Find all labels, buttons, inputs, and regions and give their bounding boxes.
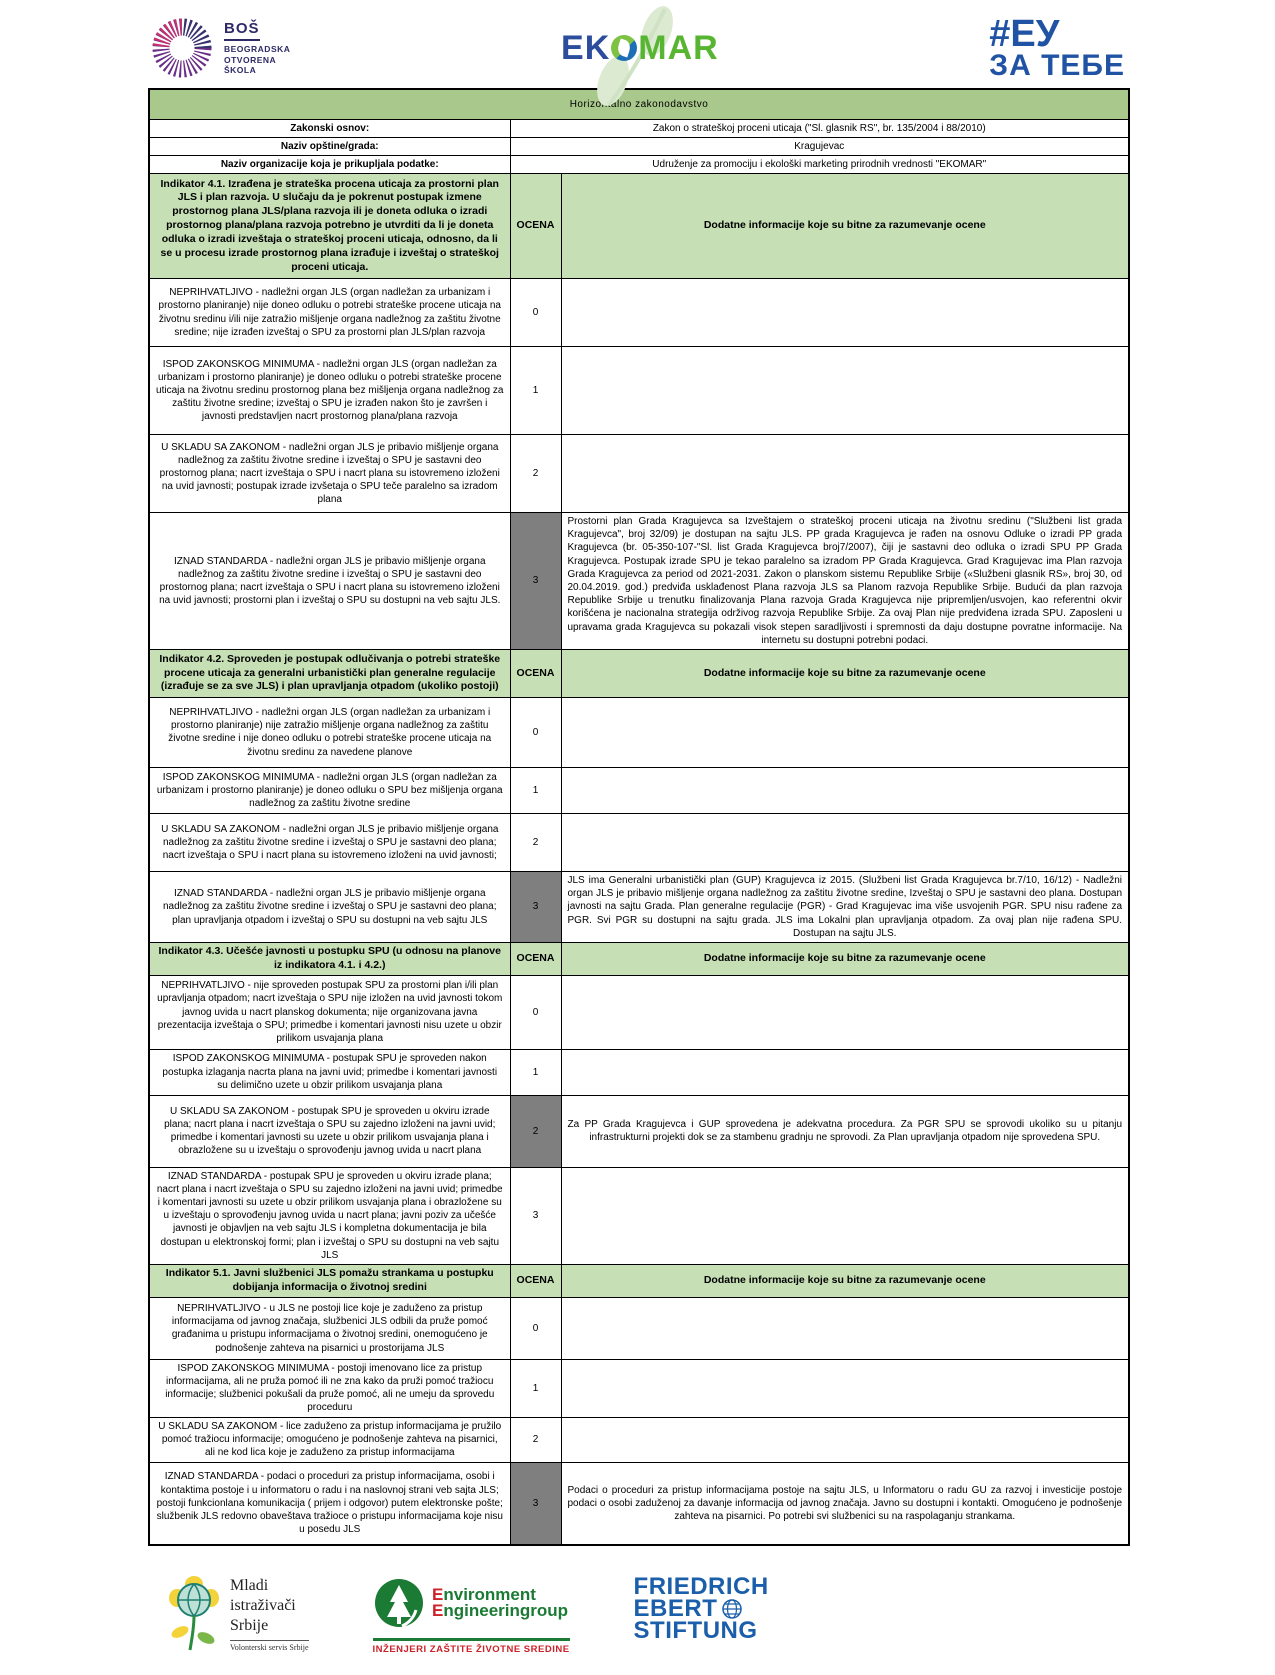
criteria-row	[149, 697, 1129, 767]
eeg-logo	[373, 1576, 570, 1655]
meta-label: Naziv organizacije koja je prikupljala podatke:	[149, 155, 510, 173]
criteria-cell: IZNAD STANDARDA - postupak SPU je sproveden u okviru izrade plana; nacrt plana i nacrt izveštaja o SPU su zajedno izloženi na javni uvid; primedbe i komentari javnosti su uzete u obzir prilikom usvajanja plana i obrazložene su u izveštaju o sprovođenju javnog uvida u nacrt plana; javni poziv za učešće javnosti je objavljen na veb sajtu JLS i kompletna dokumentacija je bila dostupan u elektronskoj formi; plan i izveštaj o SPU su dostupni na veb sajtu JLS	[149, 1167, 510, 1264]
score-cell: 2	[510, 813, 561, 871]
criteria-row	[149, 1417, 1129, 1462]
criteria-row	[149, 279, 1129, 347]
criteria-cell: U SKLADU SA ZAKONOM - nadležni organ JLS je pribavio mišljenje organa nadležnog za zaštitu životne sredine i izveštaj o SPU je sastavni deo prostornog plana; nacrt izveštaja o SPU i nacrt plana su istovremeno izloženi na uvid javnosti; postupak izrade izvšetaja o SPU teče paralelno sa izradom plana	[149, 435, 510, 513]
eeg-logo-text	[432, 1587, 568, 1619]
section-header-4-1	[149, 174, 1129, 279]
score-cell: 2	[510, 1417, 561, 1462]
ekomar-text-mar: MAR	[638, 28, 719, 67]
eeg-e1: E	[432, 1585, 444, 1605]
criteria-row	[149, 767, 1129, 813]
eu-za-tebe-logo	[989, 12, 1125, 82]
criteria-row	[149, 347, 1129, 435]
score-cell: 2	[510, 1095, 561, 1167]
info-cell	[561, 1297, 1129, 1359]
eeg-word1: nvironment	[443, 1585, 536, 1605]
score-cell: 1	[510, 767, 561, 813]
ocena-header: OCENA	[510, 942, 561, 975]
indicator-text: Indikator 4.3. Učešće javnosti u postupku SPU (u odnosu na planove iz indikatora 4.1. i 4.2.)	[149, 942, 510, 975]
score-cell: 3	[510, 513, 561, 650]
criteria-cell: NEPRIHVATLJIVO - nadležni organ JLS (organ nadležan za urbanizam i prostorno planiranje) nije doneo odluku o potrebi strateške procene uticaja na životnu sredinu i/ili nije zatražio mišljenje organa nadležnog za zaštitu životne sredine; nije izrađen izveštaj o SPU za prostorni plan JLS/plan razvoja	[149, 279, 510, 347]
eeg-subtitle: INŽENJERI ZAŠTITE ŽIVOTNE SREDINE	[373, 1638, 570, 1655]
criteria-cell: ISPOD ZAKONSKOG MINIMUMA - nadležni organ JLS (organ nadležan za urbanizam i prostorno planiranje) je doneo odluku o SPU bez mišljenja organa nadležnog za zaštitu životne sredine	[149, 767, 510, 813]
eeg-leaf-icon	[374, 1576, 424, 1630]
meta-row	[149, 155, 1129, 173]
info-cell	[561, 813, 1129, 871]
ocena-header: OCENA	[510, 1264, 561, 1297]
mis-subtitle: Volonterski servis Srbije	[230, 1640, 309, 1652]
info-cell	[561, 1359, 1129, 1417]
criteria-row	[149, 871, 1129, 942]
info-cell: Prostorni plan Grada Kragujevca sa Izveštajem o strateškoj proceni uticaja na životnu sredinu ("Službeni list grada Kragujevca", broj 32/09) je dostupan na sajtu JLS. PP grada Kragujevca je rađen na osnovu Odluke o izradi PP grada Kragujevca (br. 05-350-107-"Sl. list Grada Kragujevca broj7/2007), čiji je sastavni deo odluka o izradi SPU PP Grada Kragujevca. Postupak izrade SPU je tekao paralelno sa izradom PP Grada Kragujevca. Grad Kragujevac ima Plan razvoja Grada Kragujevca za period od 2021-2031. Zakon o planskom sistemu Republike Srbije («Službeni glasnik RS», broj 30, od 20.04.2019. god.) predviđa usklađenost Plana razvoja JLS sa Planom razvoja Republike Srbije. Budući da plan razvoja Republike Srbije u trenutku finalizovanja Plana razvoja Grada Kragujevca nije pripremljen/usvojen, kao referentni okvir korišćena je nacionalna strategija održivog razvoja Republike Srbije. Za ovaj Plan nije predviđena izrada SPU. Zaposleni u upravama grada Kragujevca su pokazali visok stepen saradljivosti i spremnosti da daju dostupne povratne informacije. Na internetu su dostupni potrebni podaci.	[561, 513, 1129, 650]
ekomar-logo	[561, 29, 719, 68]
score-cell: 2	[510, 435, 561, 513]
eu-line-1: #ЕУ	[989, 12, 1060, 55]
fes-line-1: FRIEDRICH	[633, 1573, 769, 1601]
bos-line-1: BEOGRADSKA	[224, 44, 291, 55]
criteria-cell: IZNAD STANDARDA - nadležni organ JLS je pribavio mišljenje organa nadležnog za zaštitu životne sredine i izveštaj o SPU je sastavni deo prostornog plana; nacrt izveštaja o SPU i nacrt plana su istovremeno izloženi na uvid javnosti; prostorni plan i izveštaj o SPU su dostupni na veb sajtu JLS.	[149, 513, 510, 650]
bos-line-2: OTVORENA	[224, 54, 277, 65]
bos-logo	[150, 16, 290, 80]
dodatne-header: Dodatne informacije koje su bitne za razumevanje ocene	[561, 649, 1129, 697]
mis-line-1: Mladi	[230, 1577, 269, 1595]
criteria-cell: IZNAD STANDARDA - nadležni organ JLS je pribavio mišljenje organa nadležnog za zaštitu životne sredine i izveštaj o SPU je sastavni deo plana; plan upravljanja otpadom i izveštaj o SPU su dostupni na veb sajtu JLS	[149, 871, 510, 942]
info-cell	[561, 347, 1129, 435]
meta-label: Naziv opštine/grada:	[149, 137, 510, 155]
score-cell: 3	[510, 1462, 561, 1545]
info-cell	[561, 975, 1129, 1049]
info-cell	[561, 279, 1129, 347]
criteria-row	[149, 435, 1129, 513]
score-cell: 1	[510, 347, 561, 435]
score-cell: 1	[510, 1049, 561, 1095]
meta-value: Kragujevac	[510, 137, 1129, 155]
info-cell	[561, 1417, 1129, 1462]
criteria-row	[149, 1049, 1129, 1095]
criteria-cell: U SKLADU SA ZAKONOM - postupak SPU je sproveden u okviru izrade plana; nacrt plana i nacrt izveštaja o SPU su zajedno izloženi na javni uvid; primedbe i komentari javnosti su uzete u obzir prilikom usvajanja plana i obrazložene su u izveštaju o sprovođenju javnog uvida u nacrt plana	[149, 1095, 510, 1167]
criteria-cell: NEPRIHVATLJIVO - nadležni organ JLS (organ nadležan za urbanizam i prostorno planiranje) nije zatražio mišljenje organa nadležnog za zaštitu životne sredine i nije doneo odluku o potrebi strateške procene uticaja na životnu sredinu za navedene planove	[149, 697, 510, 767]
meta-value: Zakon o strateškoj proceni uticaja ("Sl. glasnik RS", br. 135/2004 i 88/2010)	[510, 119, 1129, 137]
dodatne-header: Dodatne informacije koje su bitne za razumevanje ocene	[561, 1264, 1129, 1297]
score-cell: 0	[510, 697, 561, 767]
ocena-header: OCENA	[510, 174, 561, 279]
eu-line-2: ЗА ТЕБЕ	[989, 48, 1125, 82]
assessment-table	[148, 88, 1130, 1546]
dodatne-header: Dodatne informacije koje su bitne za razumevanje ocene	[561, 942, 1129, 975]
header-logos	[0, 0, 1275, 88]
eeg-word2: ngineerin	[443, 1601, 520, 1621]
bos-starburst-icon	[150, 16, 214, 80]
mis-flower-icon	[168, 1576, 220, 1652]
criteria-row	[149, 813, 1129, 871]
score-cell: 0	[510, 1297, 561, 1359]
mis-logo-text	[230, 1576, 309, 1652]
eeg-word3: group	[519, 1601, 569, 1621]
criteria-row	[149, 975, 1129, 1049]
info-cell: Za PP Grada Kragujevca i GUP sprovedena je adekvatna procedura. Za PGR SPU se sprovodi ukoliko su u pitanju infrastrukturni projekti dok se za stambenu gradnju ne sprovodi. Za Plan upravljanja otpadom nije sprovedena SPU.	[561, 1095, 1129, 1167]
page-title: Horizontalno zakonodavstvo	[149, 89, 1129, 119]
criteria-row	[149, 1297, 1129, 1359]
info-cell	[561, 697, 1129, 767]
ocena-header: OCENA	[510, 649, 561, 697]
meta-label: Zakonski osnov:	[149, 119, 510, 137]
criteria-row	[149, 1095, 1129, 1167]
criteria-row	[149, 1462, 1129, 1545]
info-cell	[561, 767, 1129, 813]
mis-logo	[168, 1576, 309, 1652]
score-cell: 3	[510, 1167, 561, 1264]
ekomar-text-ek: EK	[561, 28, 611, 67]
eeg-e2: E	[432, 1601, 444, 1621]
info-cell	[561, 435, 1129, 513]
dodatne-header: Dodatne informacije koje su bitne za razumevanje ocene	[561, 174, 1129, 279]
score-cell: 0	[510, 279, 561, 347]
meta-value: Udruženje za promociju i ekološki marketing prirodnih vrednosti "EKOMAR"	[510, 155, 1129, 173]
meta-row	[149, 119, 1129, 137]
info-cell: Podaci o proceduri za pristup informacijama postoje na sajtu JLS, u Informatoru o radu GU za razvoj i investicije postoje podaci o osobi zaduženoj za davanje informacija od javnog značaja. Javno su dostupni i kontakti. Omogućeno je podnošenje zahteva na pisarnici. Po potrebi svi službenici su na raspolaganju strankama.	[561, 1462, 1129, 1545]
section-header-4-3	[149, 942, 1129, 975]
bos-acronym: BOŠ	[224, 20, 260, 41]
mis-line-3: Srbije	[230, 1617, 269, 1635]
ekomar-o-leaf-icon	[611, 35, 637, 61]
criteria-cell: U SKLADU SA ZAKONOM - nadležni organ JLS je pribavio mišljenje organa nadležnog za zaštitu životne sredine i izveštaj o SPU je sastavni deo plana; nacrt izveštaja o SPU i nacrt plana su istovremeno izloženi na uvid javnosti;	[149, 813, 510, 871]
info-cell	[561, 1167, 1129, 1264]
criteria-cell: ISPOD ZAKONSKOG MINIMUMA - postupak SPU je sproveden nakon postupka izlaganja nacrta plana na javni uvid; primedbe i komentari javnosti su delimično uzete u obzir prilikom usvajanja plana	[149, 1049, 510, 1095]
score-cell: 1	[510, 1359, 561, 1417]
criteria-cell: ISPOD ZAKONSKOG MINIMUMA - postoji imenovano lice za pristup informacijama, ali ne pruža pomoć ili ne zna kako da pruži pomoć tražiocu informacije; službenici pokušali da pruže pomoć, ali ne umeju da sprovedu proceduru	[149, 1359, 510, 1417]
info-cell	[561, 1049, 1129, 1095]
indicator-text: Indikator 4.2. Sproveden je postupak odlučivanja o potrebi strateške procene uticaja za generalni urbanistički plan generalne regulacije (izrađuje se za sve JLS) i plan upravljanja otpadom (ukoliko postoji)	[149, 649, 510, 697]
score-cell: 0	[510, 975, 561, 1049]
criteria-cell: U SKLADU SA ZAKONOM - lice zaduženo za pristup informacijama je pružilo pomoć tražiocu informacije; omogućeno je podnošenje zahteva na pisarnici, ali ne kod lica koje je zaduženo za pristup informacijama	[149, 1417, 510, 1462]
criteria-row	[149, 513, 1129, 650]
criteria-cell: IZNAD STANDARDA - podaci o proceduri za pristup informacijama, osobi i kontaktima postoje i u informatoru o radu i na naslovnoj strani veb sajta JLS; postoji funkcionlana komunikacija ( prijem i odgovor) putem elektronske pošte; službenik JLS redovno obaveštava tražioce o pristupu informacijama koje nisu u posedu JLS	[149, 1462, 510, 1545]
meta-row	[149, 137, 1129, 155]
score-cell: 3	[510, 871, 561, 942]
indicator-text: Indikator 5.1. Javni službenici JLS pomažu strankama u postupku dobijanja informacija o životnoj sredini	[149, 1264, 510, 1297]
fes-line-2: EBERT	[633, 1595, 718, 1623]
info-cell: JLS ima Generalni urbanistički plan (GUP) Kragujevca iz 2015. (Službeni list Grada Kragujevca br.7/10, 16/12) - Nadležni organ JLS je pribavio mišljenje organa nadležnog za zaštitu životne sredine, Izveštaj o SPU je sastavni deo plana. Dostupan javnosti na sajtu Grada. Plan generalne regulacije (PGR) - Grad Kragujevac ima više usvojenih PGR. SPU nisu rađene za PGR. Svi PGR su dostupni na sajtu grada. JLS ima Lokalni plan upravljanja otpadom. Za ovaj plan nije rađena SPU. Dostupan na sajtu JLS.	[561, 871, 1129, 942]
section-header-5-1	[149, 1264, 1129, 1297]
bos-line-3: ŠKOLA	[224, 65, 257, 76]
fes-line-3: STIFTUNG	[633, 1617, 758, 1645]
footer-logos	[168, 1573, 1275, 1675]
criteria-cell: NEPRIHVATLJIVO - nije sproveden postupak SPU za prostorni plan i/ili plan upravljanja otpadom; nacrt izveštaja o SPU nije izložen na uvid javnosti tokom javnog uvida u nacrt planskog dokumenta; nije organizovana javna prezentacija izveštaja o SPU; primedbe i komentari javnosti nisu uzete u obzir prilikom usvajanja plana	[149, 975, 510, 1049]
criteria-row	[149, 1359, 1129, 1417]
fes-logo	[633, 1573, 769, 1645]
bos-logo-text	[224, 20, 290, 76]
section-header-4-2	[149, 649, 1129, 697]
indicator-text: Indikator 4.1. Izrađena je strateška procena uticaja za prostorni plan JLS i plan razvoja. U slučaju da je pokrenut postupak izmene prostornog plana JLS/plana razvoja ili je doneta odluka o izradi prostornog plana/plana razvoja potrebno je utvrditi da li je doneta odluka o izradi izveštaja o strateškoj proceni uticaja, odnosno, da li se u procesu izrade prostornog plana izrađuje i izveštaj o strateškoj proceni uticaja.	[149, 174, 510, 279]
criteria-cell: ISPOD ZAKONSKOG MINIMUMA - nadležni organ JLS (organ nadležan za urbanizam i prostorno planiranje) je doneo odluku o potrebi strateške procene uticaja na životnu sredinu prostornog plana bez mišljenja organa nadležnog za zaštitu životne sredine; izveštaj o SPU je izrađen nakon što je završen i javnosti predstavljen nacrt prostornog plana/plana razvoja	[149, 347, 510, 435]
criteria-row	[149, 1167, 1129, 1264]
criteria-cell: NEPRIHVATLJIVO - u JLS ne postoji lice koje je zaduženo za pristup informacijama od javnog značaja, službenici JLS odbili da pruže pomoć građanima u pristupu informacijama o životnoj sredini, onemogućeno je podnošenje zahteva na pisarnici u prostorijama JLS	[149, 1297, 510, 1359]
mis-line-2: istraživači	[230, 1597, 296, 1615]
